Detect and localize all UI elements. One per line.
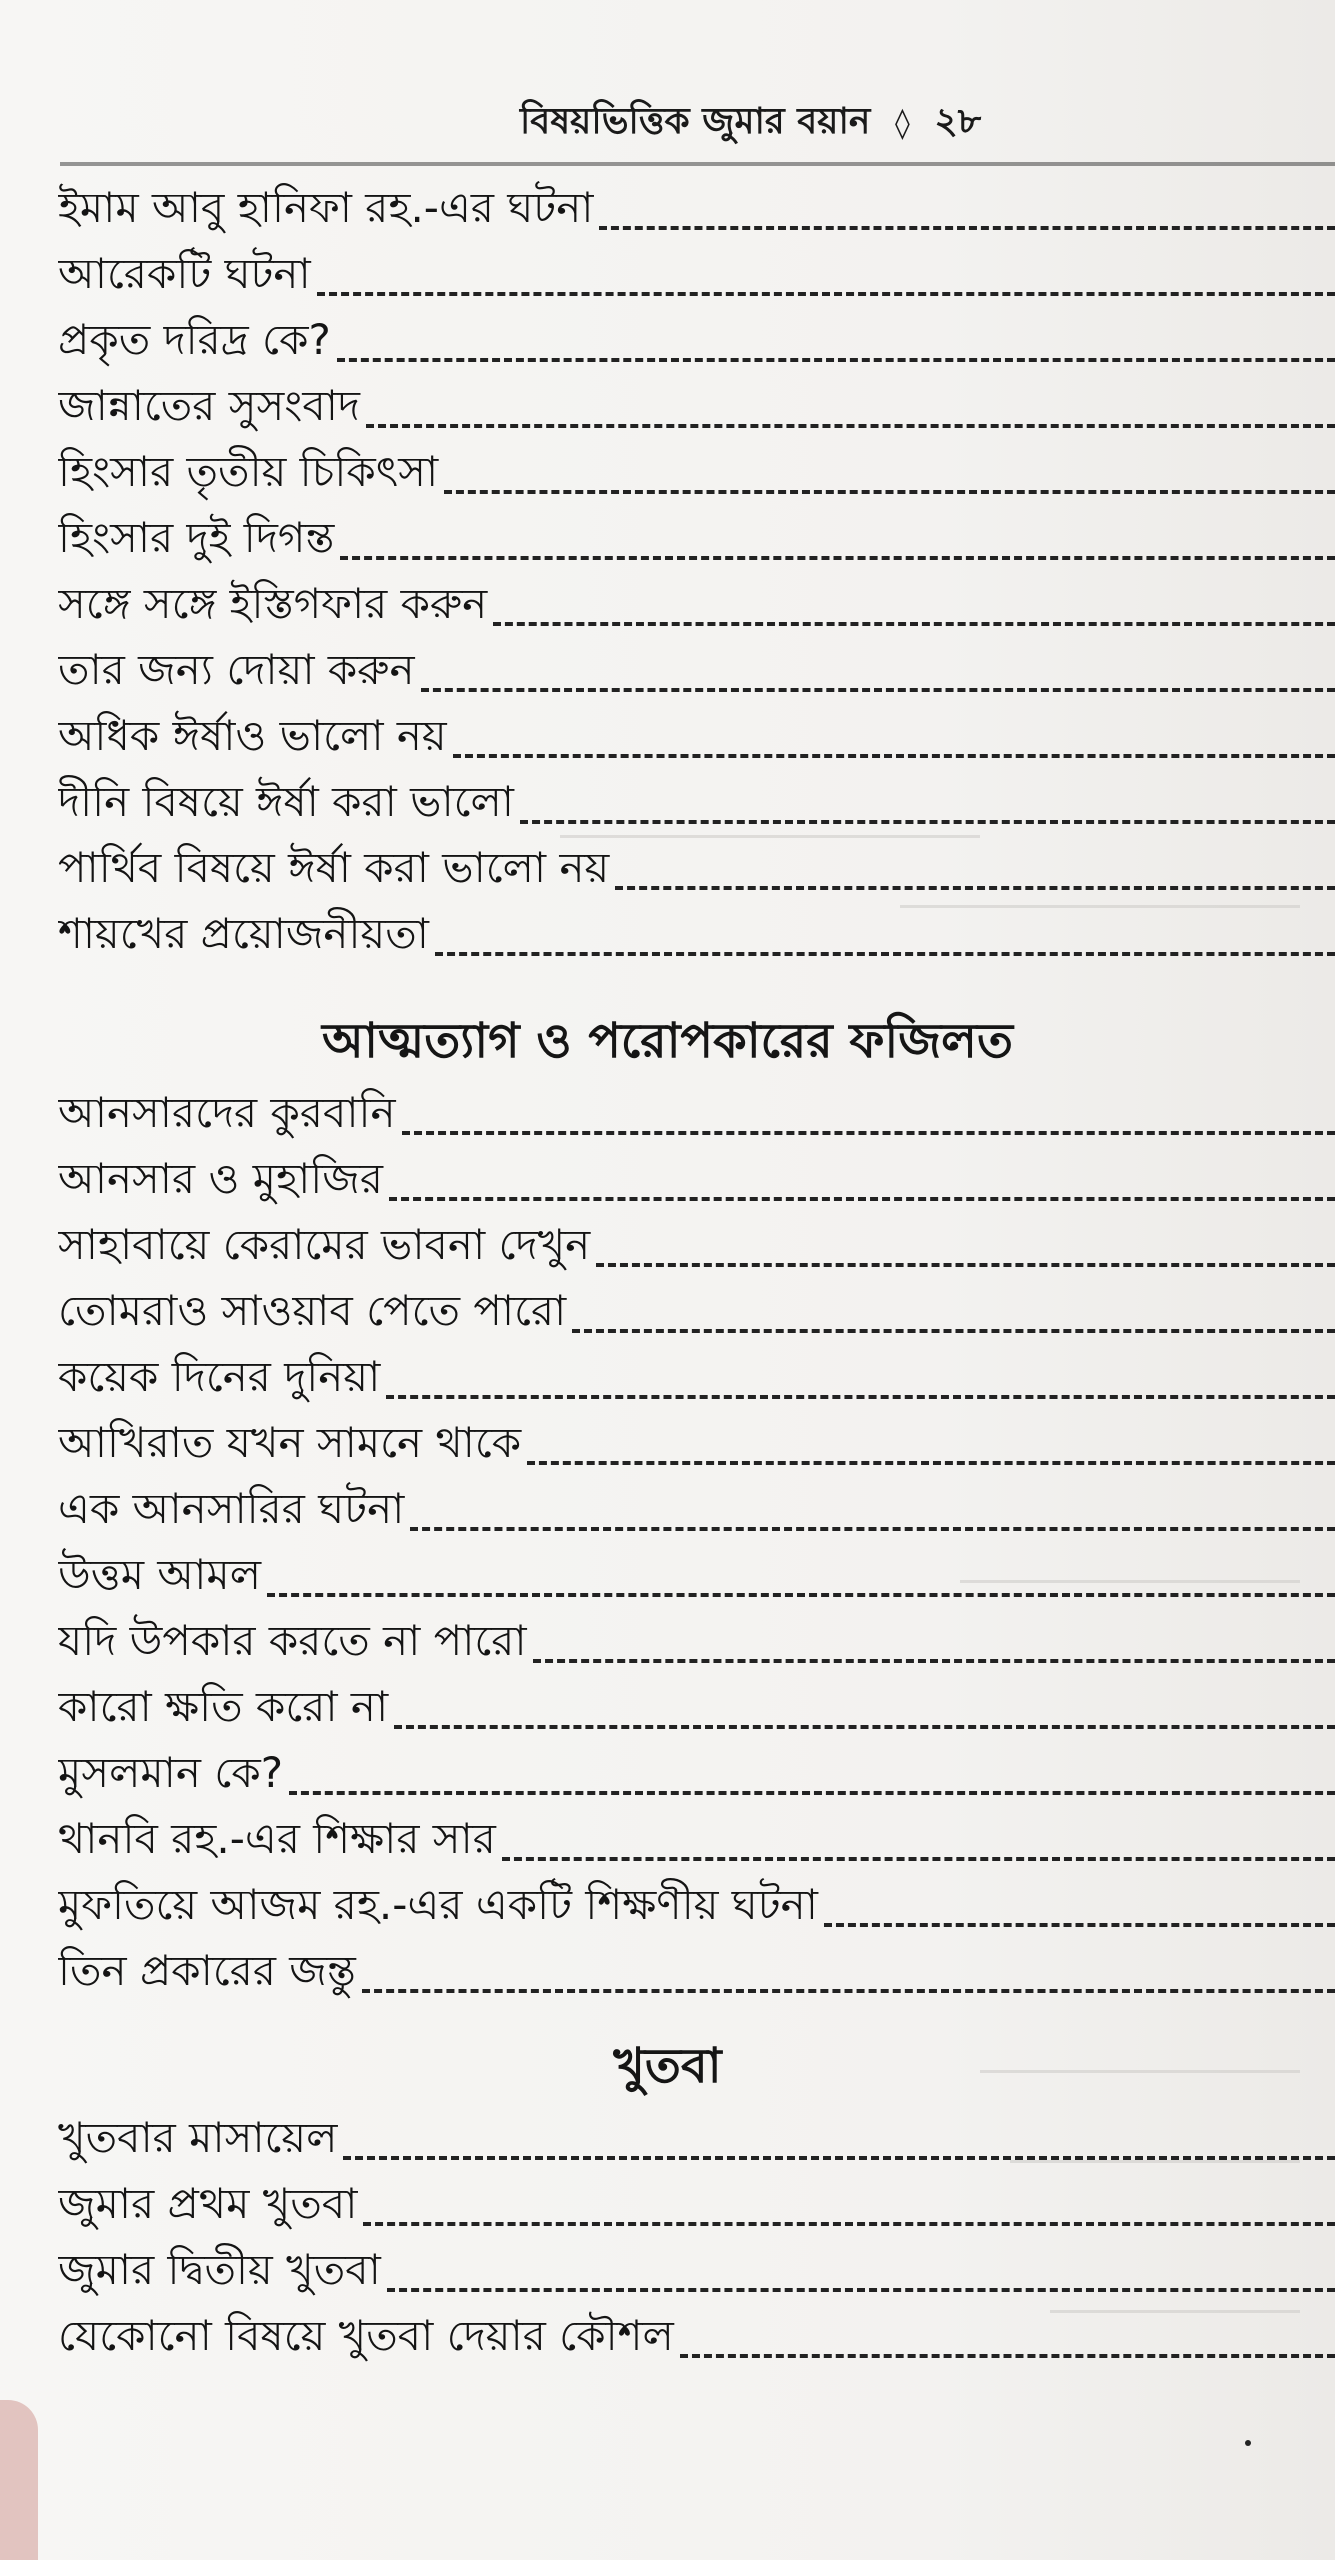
toc-entry-label: থানবি রহ.-এর শিক্ষার সার [58, 1814, 496, 1863]
toc-entry [58, 1283, 1335, 1349]
toc-entry-label: মুসলমান কে? [58, 1748, 283, 1797]
dot-leader [389, 1197, 1335, 1201]
toc-entry-label: প্রকৃত দরিদ্র কে? [58, 315, 331, 364]
toc-entry-label: এক আনসারির ঘটনা [58, 1484, 405, 1533]
running-header [520, 92, 1040, 152]
dot-leader [267, 1593, 1335, 1597]
dot-leader [387, 2288, 1335, 2292]
toc-entry [58, 708, 1335, 774]
toc-entry-label: ইমাম আবু হানিফা রহ.-এর ঘটনা [58, 183, 594, 232]
toc-entry [58, 2176, 1335, 2242]
toc-entry [58, 1151, 1335, 1217]
ink-dot [1245, 2440, 1251, 2446]
dot-leader [402, 1131, 1335, 1135]
toc-entry [58, 1811, 1335, 1877]
toc-entry-label: জুমার দ্বিতীয় খুতবা [58, 2245, 381, 2294]
toc-section-self-sacrifice [58, 1085, 1335, 2009]
dot-leader [435, 952, 1335, 956]
page-number: ২৮ [934, 101, 982, 142]
toc-entry [58, 2110, 1335, 2176]
toc-entry-label: সঙ্গে সঙ্গে ইস্তিগফার করুন [58, 579, 488, 628]
dot-leader [366, 424, 1335, 428]
toc-entry-label: তার জন্য দোয়া করুন [58, 645, 415, 694]
toc-entry [58, 1217, 1335, 1283]
dot-leader [615, 886, 1335, 890]
toc-entry [58, 1481, 1335, 1547]
toc-entry [58, 774, 1335, 840]
book-title: বিষয়ভিত্তিক জুমার বয়ান [520, 101, 871, 142]
toc-entry [58, 1349, 1335, 1415]
toc-entry-label: অধিক ঈর্ষাও ভালো নয় [58, 711, 447, 760]
thumb-edge [0, 2400, 38, 2560]
dot-leader [337, 358, 1335, 362]
toc-entry [58, 1085, 1335, 1151]
dot-leader [317, 292, 1335, 296]
toc-entry-label: আরেকটি ঘটনা [58, 249, 311, 298]
toc-entry-label: উত্তম আমল [58, 1550, 262, 1599]
toc-entry-label: কয়েক দিনের দুনিয়া [58, 1352, 381, 1401]
toc-entry-label: জান্নাতের সুসংবাদ [58, 381, 360, 430]
toc-entry-label: তোমরাও সাওয়াব পেতে পারো [58, 1286, 567, 1335]
dot-leader [362, 1989, 1335, 1993]
header-divider [60, 162, 1335, 166]
toc-entry [58, 378, 1335, 444]
toc-entry [58, 1745, 1335, 1811]
toc-entry [58, 180, 1335, 246]
dot-leader [394, 1725, 1335, 1729]
dot-leader [596, 1263, 1335, 1267]
toc-entry [58, 510, 1335, 576]
dot-leader [386, 1395, 1335, 1399]
toc-entry [58, 2242, 1335, 2308]
section-heading-khutba: খুতবা [613, 2038, 722, 2094]
dot-leader [289, 1791, 1335, 1795]
toc-section-continued [58, 180, 1335, 972]
diamond-separator-icon: ◊ [894, 106, 910, 141]
dot-leader [520, 820, 1335, 824]
dot-leader [421, 688, 1335, 692]
toc-entry [58, 642, 1335, 708]
dot-leader [363, 2222, 1335, 2226]
dot-leader [533, 1659, 1335, 1663]
toc-section-khutba [58, 2110, 1335, 2374]
toc-entry [58, 1679, 1335, 1745]
dot-leader [343, 2156, 1335, 2160]
toc-entry [58, 1415, 1335, 1481]
toc-entry [58, 906, 1335, 972]
dot-leader [824, 1923, 1335, 1927]
dot-leader [444, 490, 1335, 494]
toc-entry-label: আখিরাত যখন সামনে থাকে [58, 1418, 522, 1467]
toc-entry [58, 576, 1335, 642]
toc-entry-label: যদি উপকার করতে না পারো [58, 1616, 527, 1665]
toc-entry [58, 840, 1335, 906]
dot-leader [453, 754, 1335, 758]
dot-leader [410, 1527, 1335, 1531]
toc-entry-label: খুতবার মাসায়েল [58, 2113, 338, 2162]
toc-entry [58, 1877, 1335, 1943]
toc-entry-label: আনসার ও মুহাজির [58, 1154, 383, 1203]
dot-leader [527, 1461, 1335, 1465]
toc-entry-label: যেকোনো বিষয়ে খুতবা দেয়ার কৌশল [58, 2311, 674, 2360]
toc-entry-label: মুফতিয়ে আজম রহ.-এর একটি শিক্ষণীয় ঘটনা [58, 1880, 818, 1929]
toc-entry-label: কারো ক্ষতি করো না [58, 1682, 389, 1731]
toc-entry [58, 312, 1335, 378]
toc-entry-label: জুমার প্রথম খুতবা [58, 2179, 358, 2228]
toc-entry-label: তিন প্রকারের জন্তু [58, 1946, 356, 1995]
toc-entry-label: দীনি বিষয়ে ঈর্ষা করা ভালো [58, 777, 514, 826]
dot-leader [340, 556, 1335, 560]
toc-entry [58, 1943, 1335, 2009]
section-heading-self-sacrifice: আত্মত্যাগ ও পরোপকারের ফজিলত [322, 1013, 1013, 1069]
toc-entry [58, 2308, 1335, 2374]
toc-entry-label: পার্থিব বিষয়ে ঈর্ষা করা ভালো নয় [58, 843, 610, 892]
toc-entry [58, 1613, 1335, 1679]
dot-leader [572, 1329, 1335, 1333]
dot-leader [493, 622, 1335, 626]
toc-entry-label: সাহাবায়ে কেরামের ভাবনা দেখুন [58, 1220, 591, 1269]
dot-leader [502, 1857, 1335, 1861]
toc-entry-label: হিংসার দুই দিগন্ত [58, 513, 335, 562]
toc-entry-label: হিংসার তৃতীয় চিকিৎসা [58, 447, 439, 496]
toc-entry-label: শায়খের প্রয়োজনীয়তা [58, 909, 429, 958]
dot-leader [599, 226, 1335, 230]
dot-leader [680, 2354, 1335, 2358]
toc-entry [58, 444, 1335, 510]
toc-entry [58, 246, 1335, 312]
toc-entry [58, 1547, 1335, 1613]
toc-entry-label: আনসারদের কুরবানি [58, 1088, 396, 1137]
